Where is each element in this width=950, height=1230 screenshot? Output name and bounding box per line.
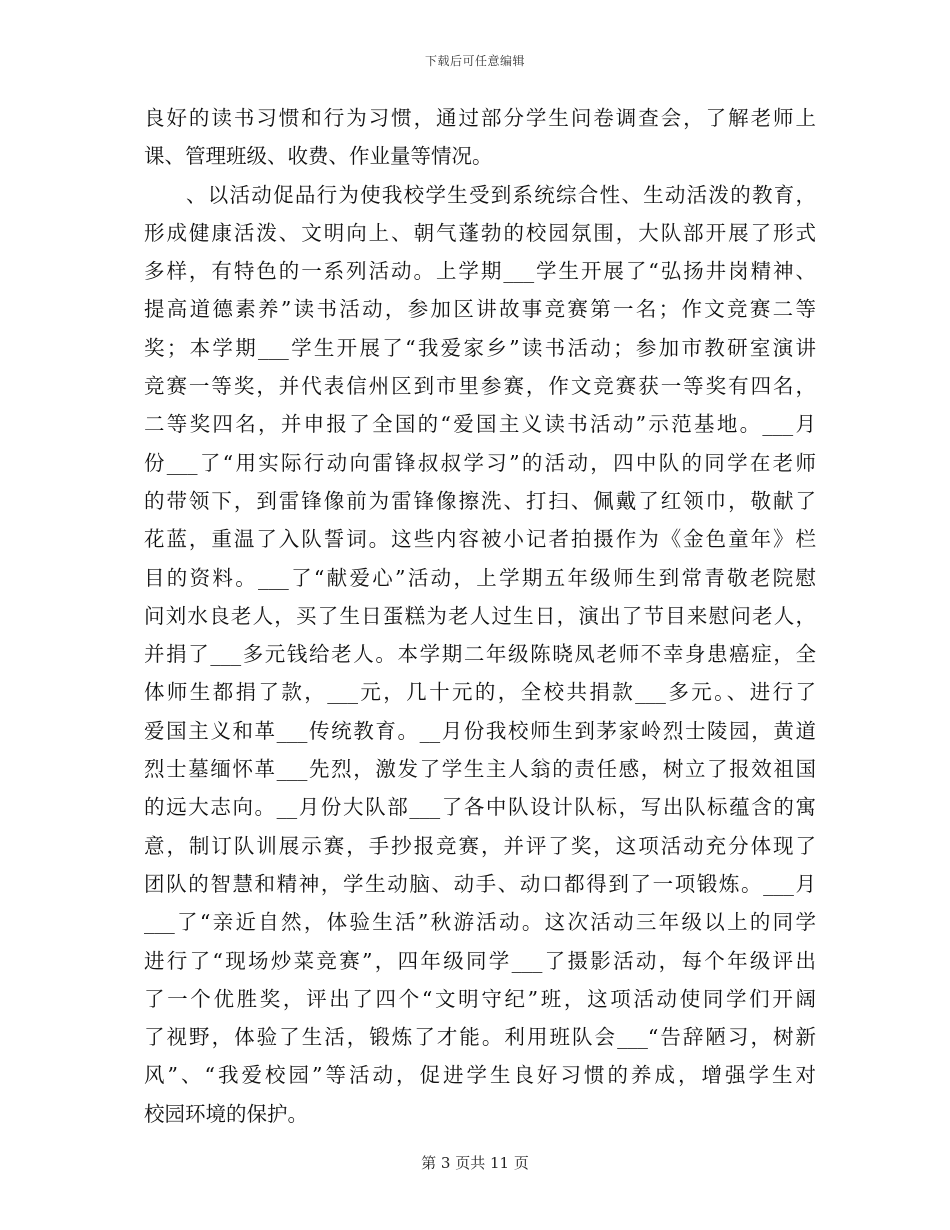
text-line: 提高道德素养”读书活动，参加区讲故事竞赛第一名；作文竞赛二等 (144, 297, 816, 322)
text-line: 份___了“用实际行动向雷锋叔叔学习”的活动，四中队的同学在老师 (144, 450, 816, 475)
text-line: 体师生都捐了款，___元，几十元的，全校共捐款___多元。、进行了 (144, 680, 816, 705)
text-line: 校园环境的保护。 (144, 1101, 308, 1126)
text-line: 、以活动促品行为使我校学生受到系统综合性、生动活泼的教育， (186, 182, 816, 207)
text-line: ___了“亲近自然，体验生活”秋游活动。这次活动三年级以上的同学 (144, 910, 816, 935)
text-line: 的带领下，到雷锋像前为雷锋像擦洗、打扫、佩戴了红领巾，敬献了 (144, 488, 816, 513)
text-line: 进行了“现场炒菜竞赛”，四年级同学___了摄影活动，每个年级评出 (144, 948, 816, 973)
text-line: 问刘水良老人，买了生日蛋糕为老人过生日，演出了节目来慰问老人， (144, 603, 816, 628)
page-number: 第 3 页共 11 页 (421, 1154, 529, 1172)
text-line: 了视野，体验了生活，锻炼了才能。利用班队会___“告辞陋习，树新 (144, 1025, 816, 1050)
text-line: 的远大志向。__月份大队部___了各中队设计队标，写出队标蕴含的寓 (144, 795, 816, 820)
text-line: 二等奖四名，并申报了全国的“爱国主义读书活动”示范基地。___月 (144, 412, 816, 437)
page-header: 下载后可任意编辑 (424, 54, 525, 68)
text-line: 目的资料。___了“献爱心”活动，上学期五年级师生到常青敬老院慰 (144, 565, 816, 590)
text-line: 爱国主义和革___传统教育。__月份我校师生到茅家岭烈士陵园，黄道 (144, 718, 816, 743)
text-line: 多样，有特色的一系列活动。上学期___学生开展了“弘扬井岗精神、 (144, 259, 816, 284)
text-line: 并捐了___多元钱给老人。本学期二年级陈晓凤老师不幸身患癌症，全 (144, 642, 816, 667)
text-line: 意，制订队训展示赛，手抄报竞赛，并评了奖，这项活动充分体现了 (144, 833, 816, 858)
text-line: 了一个优胜奖，评出了四个“文明守纪”班，这项活动使同学们开阔 (144, 986, 816, 1011)
text-line: 风”、“我爱校园”等活动，促进学生良好习惯的养成，增强学生对 (144, 1063, 816, 1088)
text-line: 烈士墓缅怀革___先烈，激发了学生主人翁的责任感，树立了报效祖国 (144, 757, 816, 782)
document-body (144, 99, 816, 1133)
text-line: 良好的读书习惯和行为习惯，通过部分学生问卷调查会，了解老师上 (144, 106, 816, 130)
text-line: 课、管理班级、收费、作业量等情况。 (144, 144, 493, 169)
text-line: 花蓝，重温了入队誓词。这些内容被小记者拍摄作为《金色童年》栏 (144, 527, 816, 552)
text-line: 团队的智慧和精神，学生动脑、动手、动口都得到了一项锻炼。___月 (144, 871, 816, 896)
text-line: 竞赛一等奖，并代表信州区到市里参赛，作文竞赛获一等奖有四名， (144, 374, 816, 399)
text-line: 形成健康活泼、文明向上、朝气蓬勃的校园氛围，大队部开展了形式 (144, 220, 816, 245)
text-line: 奖；本学期___学生开展了“我爱家乡”读书活动；参加市教研室演讲 (144, 335, 816, 360)
